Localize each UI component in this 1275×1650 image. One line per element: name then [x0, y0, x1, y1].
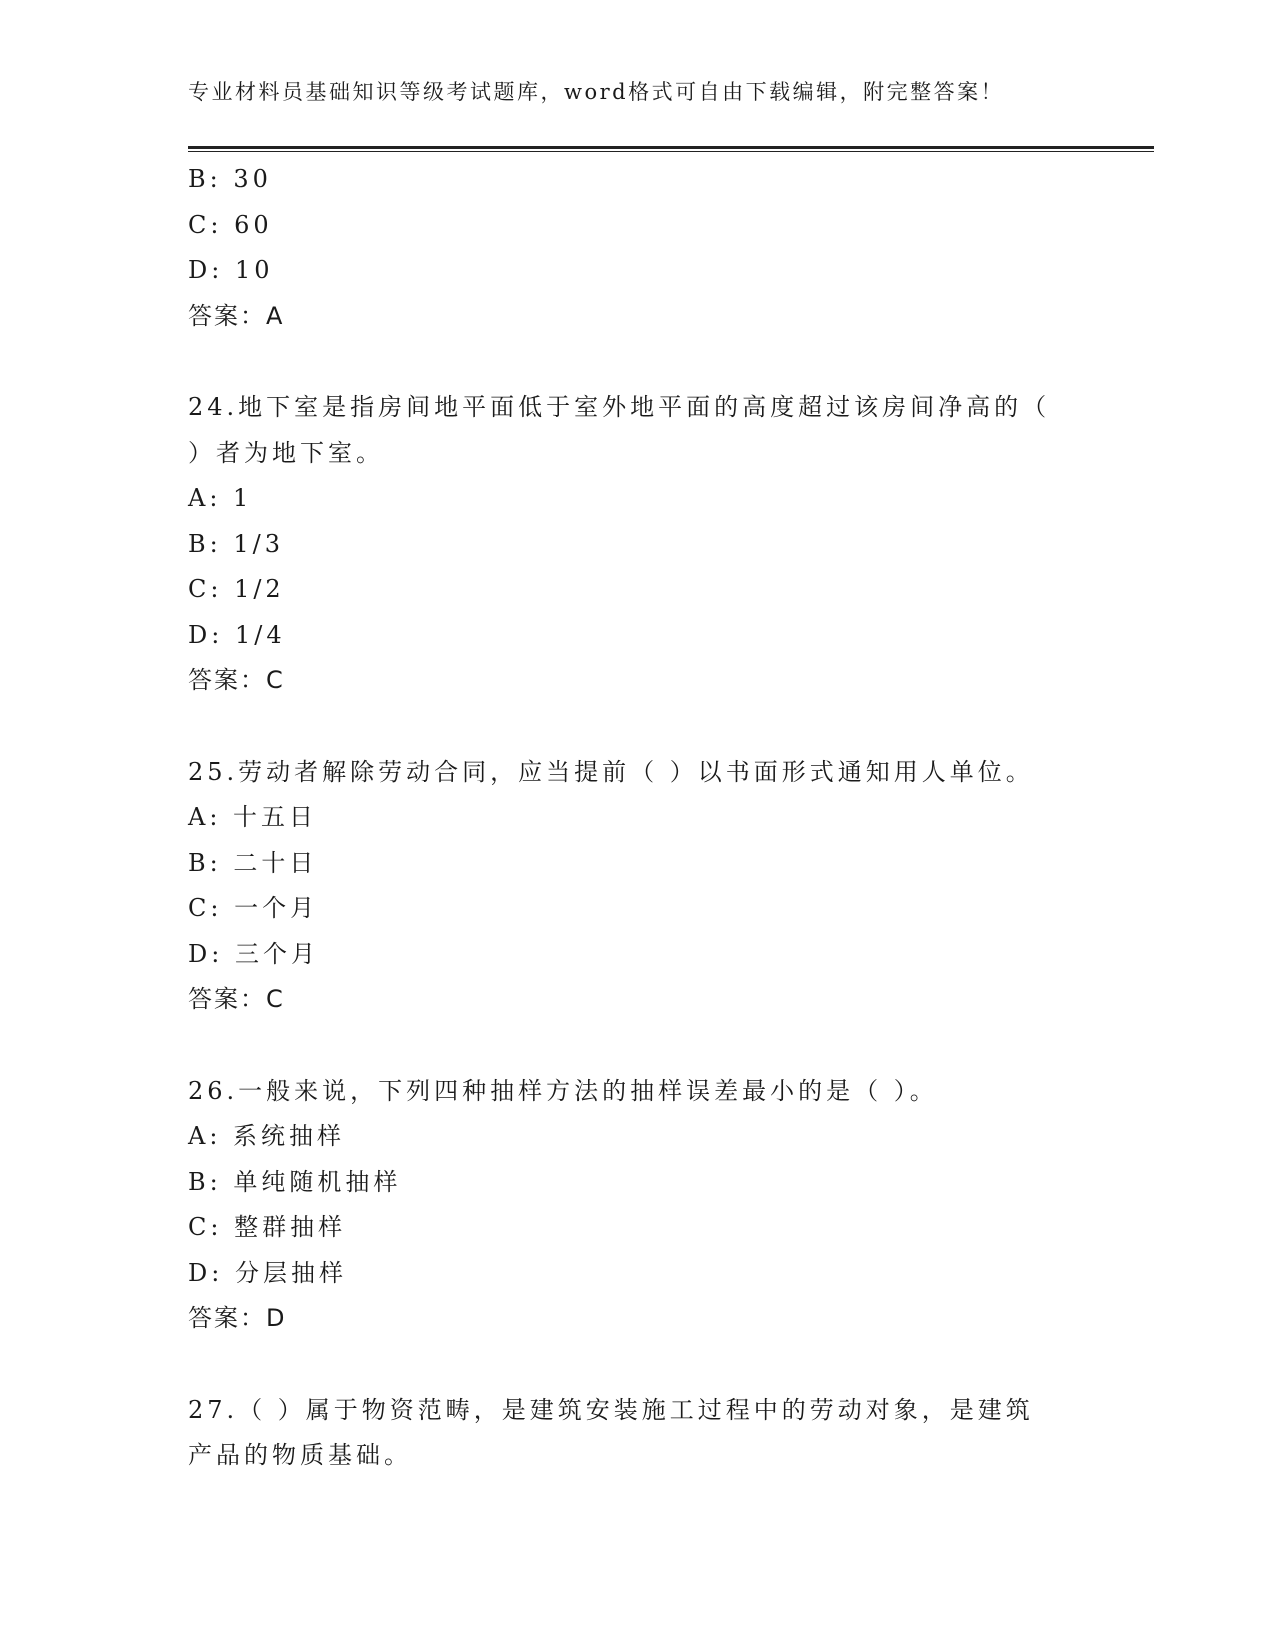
option-b: B: 1/3 — [188, 529, 284, 558]
question-list — [188, 157, 1088, 1479]
header-rule-thin — [188, 151, 1154, 152]
option-d: D: 分层抽样 — [188, 1258, 347, 1287]
option-a: A: 系统抽样 — [188, 1122, 346, 1150]
option-c: C: 一个月 — [188, 894, 319, 922]
answer: 答案：C — [188, 666, 285, 694]
question-stem: 25.劳动者解除劳动合同，应当提前（ ）以书面形式通知用人单位。 — [188, 757, 1034, 786]
header-rule-thick — [188, 146, 1154, 149]
option-d: D: 三个月 — [188, 939, 319, 968]
option-d: D: 1/4 — [188, 620, 286, 649]
option-b: B: 单纯随机抽样 — [188, 1167, 402, 1196]
option-a: A: 十五日 — [188, 803, 318, 831]
question-stem: 26.一般来说，下列四种抽样方法的抽样误差最小的是（ ）。 — [188, 1076, 938, 1105]
question-stem: 27.（ ）属于物资范畴，是建筑安装施工过程中的劳动对象，是建筑 — [188, 1395, 1034, 1424]
question-24 — [188, 385, 1088, 704]
option-c: C: 60 — [188, 210, 273, 239]
question-stem: 产品的物质基础。 — [188, 1441, 412, 1469]
option-b: B: 二十日 — [188, 848, 318, 877]
option-c: C: 整群抽样 — [188, 1213, 347, 1241]
answer: 答案：D — [188, 1304, 287, 1332]
answer: 答案：C — [188, 985, 285, 1013]
question-stem: 24.地下室是指房间地平面低于室外地平面的高度超过该房间净高的（ — [188, 393, 1051, 421]
question-27 — [188, 1388, 1088, 1479]
question-25 — [188, 750, 1088, 1023]
page-header: 专业材料员基础知识等级考试题库，word格式可自由下载编辑，附完整答案！ — [188, 80, 1005, 104]
option-b: B: 30 — [188, 165, 272, 193]
question-stem: ）者为地下室。 — [188, 438, 384, 467]
option-a: A: 1 — [188, 484, 253, 512]
option-c: C: 1/2 — [188, 575, 285, 603]
question-26 — [188, 1069, 1088, 1342]
answer: 答案：A — [188, 301, 285, 330]
option-d: D: 10 — [188, 256, 274, 284]
prev-question-block — [188, 157, 1088, 339]
